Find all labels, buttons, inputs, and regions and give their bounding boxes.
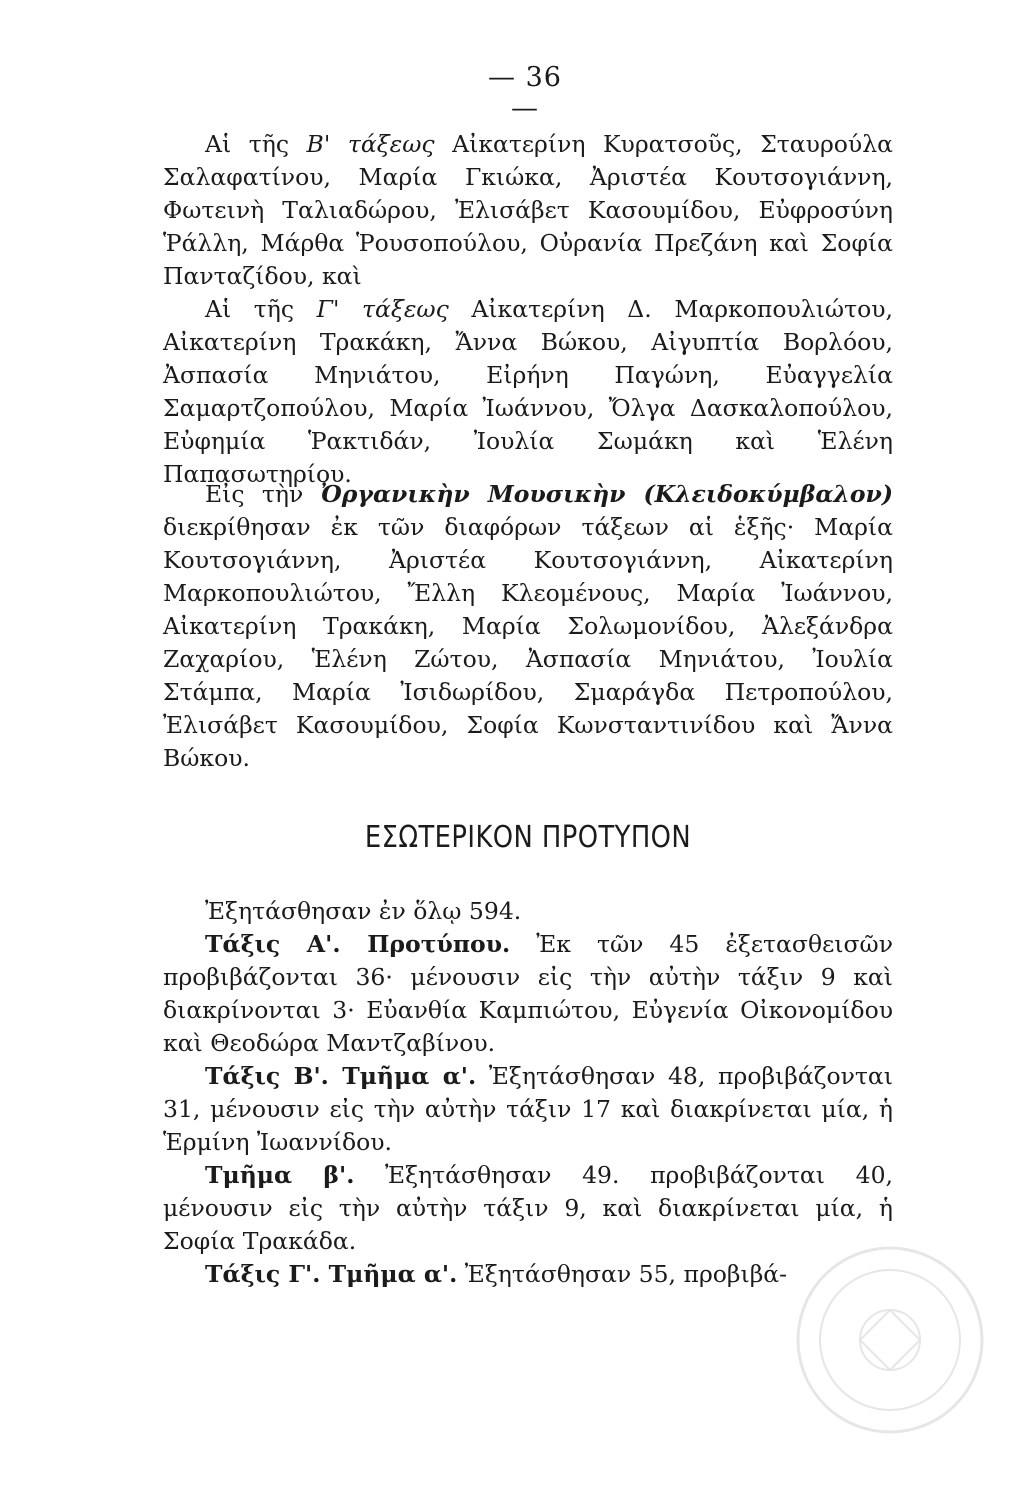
paragraph-class-c-section-a xyxy=(163,1258,893,1291)
paragraph-class-c xyxy=(163,293,893,491)
paragraph-class-a xyxy=(163,928,893,1060)
paragraph-text: διεκρίθησαν ἐκ τῶν διαφόρων τάξεων αἱ ἑξῆς· Μαρία Κουτσογιάννη, Ἀριστέα Κουτσογιάννη, Αἰκατερίνη Μαρκοπουλιώτου, Ἔλλη Κλεομένους, Μαρία Ἰωάννου, Αἰκατερίνη Τρακάκη, Μαρία Σολωμονίδου, Ἀλεξάνδρα Ζαχαρίου, Ἑλένη Ζώτου, Ἀσπασία Μηνιάτου, Ἰουλία Στάμπα, Μαρία Ἰσιδωρίδου, Σμαράγδα Πετροπούλου, Ἐλισάβετ Κασουμίδου, Σοφία Κωνσταντινίδου καὶ Ἄννα Βώκου. xyxy=(163,513,893,772)
page-number: — 36 — xyxy=(488,62,562,124)
subject-label: Ὀργανικὴν Μουσικὴν (Κλειδοκύμβαλον) xyxy=(320,480,893,508)
paragraph-text: Ἐξητάσθησαν 48, προβιβάζονται 31, μένουσιν εἰς τὴν αὐτὴν τάξιν 17 καὶ διακρίνεται μία, ἡ Ἑρμίνη Ἰωαννίδου. xyxy=(163,1062,893,1156)
paragraph-text: Ἐξητάσθησαν 49. προβιβάζονται 40, μένουσιν εἰς τὴν αὐτὴν τάξιν 9, καὶ διακρίνεται μία, ἡ Σοφία Τρακάδα. xyxy=(163,1161,893,1255)
bottom-text-block xyxy=(163,895,893,1291)
paragraph-intro: Αἱ τῆς xyxy=(205,295,295,323)
class-label: Β' τάξεως xyxy=(306,130,435,158)
class-label: Τάξις Α'. Προτύπου. xyxy=(205,930,511,958)
paragraph-text: Ἐκ τῶν 45 ἐξετασθεισῶν προβιβάζονται 36· μένουσιν εἰς τὴν αὐτὴν τάξιν 9 καὶ διακρίνονται 3· Εὐανθία Καμπιώτου, Εὐγενία Οἰκονομίδου καὶ Θεοδώρα Μαντζαβίνου. xyxy=(163,930,893,1057)
paragraph-text: Ἐξητάσθησαν 55, προβιβά- xyxy=(464,1260,788,1288)
library-seal-icon xyxy=(790,1240,990,1440)
paragraph-class-b xyxy=(163,128,893,293)
paragraph-class-b-section-a xyxy=(163,1060,893,1159)
section-heading: ΕΣΩΤΕΡΙΚΟΝ ΠΡΟΤΥΠΟΝ xyxy=(364,820,692,855)
class-label: Γ' τάξεως xyxy=(316,295,449,323)
paragraph-organ-music xyxy=(163,478,893,775)
paragraph-text: Αἰκατερίνη Δ. Μαρκοπουλιώτου, Αἰκατερίνη Τρακάκη, Ἄννα Βώκου, Αἰγυπτία Βορλόου, Ἀσπασία Μηνιάτου, Εἰρήνη Παγώνη, Εὐαγγελία Σαμαρτζοπούλου, Μαρία Ἰωάννου, Ὄλγα Δασκαλοπούλου, Εὐφημία Ῥακτιδάν, Ἰουλία Σωμάκη καὶ Ἑλένη Παπασωτηρίου. xyxy=(163,295,893,488)
paragraph-intro: Αἱ τῆς xyxy=(205,130,289,158)
class-label: Τάξις Β'. Τμῆμα α'. xyxy=(205,1062,477,1090)
music-text-block xyxy=(163,478,893,775)
paragraph-intro: Εἰς τὴν xyxy=(205,480,304,508)
class-label: Τάξις Γ'. Τμῆμα α'. xyxy=(205,1260,458,1288)
paragraph-text: Αἰκατερίνη Κυρατσοῦς, Σταυρούλα Σαλαφατίνου, Μαρία Γκιώκα, Ἀριστέα Κουτσογιάννη, Φωτεινὴ Ταλιαδώρου, Ἐλισάβετ Κασουμίδου, Εὐφροσύνη Ῥάλλη, Μάρθα Ῥουσοπούλου, Οὐρανία Πρεζάνη καὶ Σοφία Πανταζίδου, καὶ xyxy=(163,130,893,290)
paragraph-text: Ἐξητάσθησαν ἐν ὅλῳ 594. xyxy=(205,897,522,925)
top-text-block xyxy=(163,128,893,491)
paragraph-total xyxy=(163,895,893,928)
class-label: Τμῆμα β'. xyxy=(205,1161,355,1189)
paragraph-class-b-section-b xyxy=(163,1159,893,1258)
